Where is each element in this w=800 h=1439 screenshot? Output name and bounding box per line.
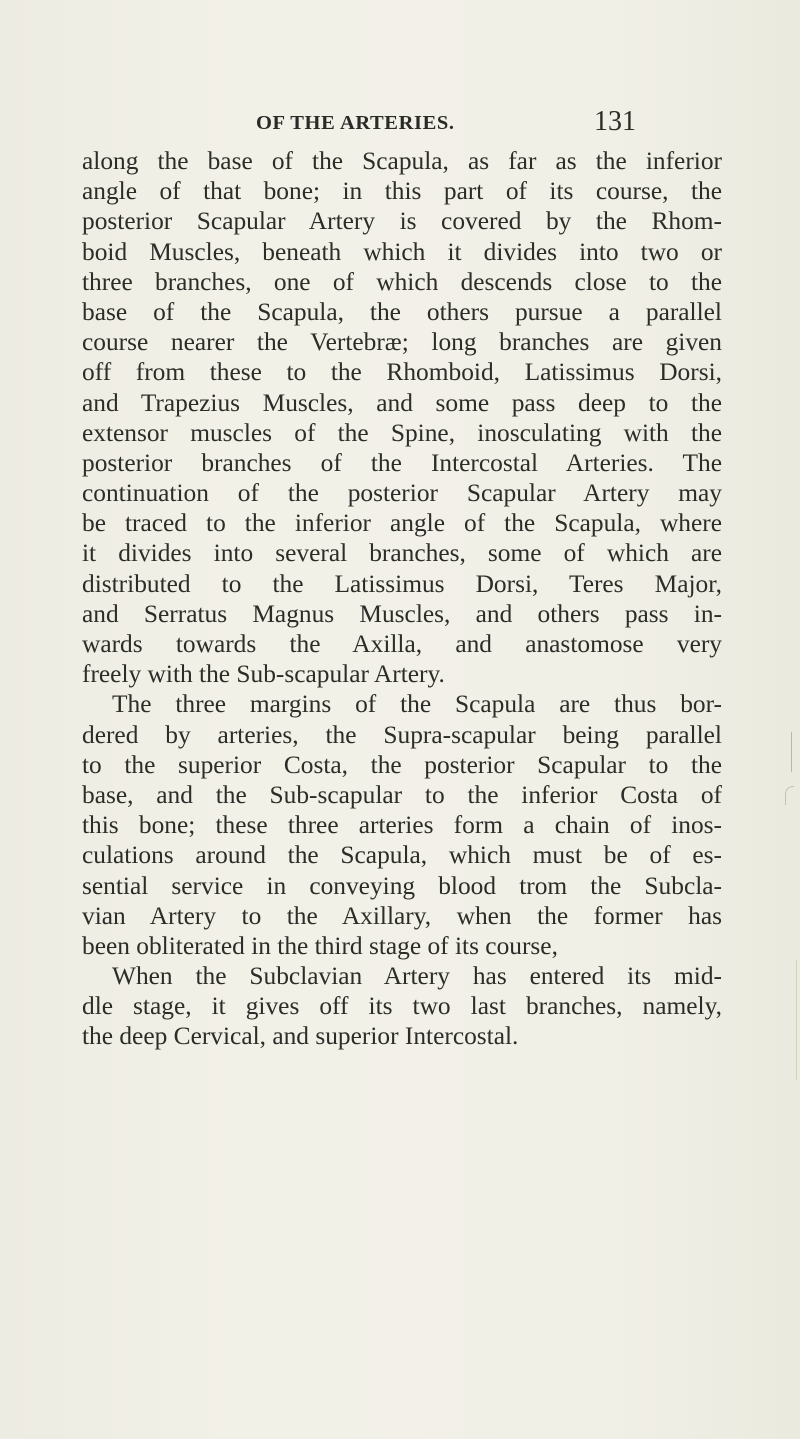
text-line: vian Artery to the Axillary, when the former has [82,901,722,930]
text-line: continuation of the posterior Scapular Artery may [82,479,722,508]
text-line: be traced to the inferior angle of the Scapula, where [82,509,722,538]
page-edge-mark [796,960,797,1080]
text-line: the deep Cervical, and superior Intercostal. [82,1022,519,1051]
text-line: When the Subclavian Artery has entered its mid- [112,962,722,991]
page-edge-curl [785,786,794,805]
page-number: 131 [594,106,636,137]
text-line: extensor muscles of the Spine, inosculating with the [82,418,722,447]
text-line: three branches, one of which descends close to the [82,267,722,296]
text-line: and Trapezius Muscles, and some pass deep to the [82,388,722,417]
text-line: The three margins of the Scapula are thus bor- [112,690,722,719]
text-line: base of the Scapula, the others pursue a parallel [82,297,722,326]
text-line: wards towards the Axilla, and anastomose very [82,630,722,658]
page-edge-mark [791,732,792,772]
text-line: distributed to the Latissimus Dorsi, Teres Major, [82,569,722,598]
text-line: to the superior Costa, the posterior Scapular to the [82,750,722,779]
text-line: and Serratus Magnus Muscles, and others pass in- [82,599,722,628]
text-line: base, and the Sub-scapular to the inferior Costa of [82,780,722,809]
body-text [82,146,722,1052]
text-line: course nearer the Vertebræ; long branches are given [82,328,722,357]
text-line: sential service in conveying blood trom the Subcla- [82,871,722,900]
text-line: off from these to the Rhomboid, Latissimus Dorsi, [82,358,722,387]
text-line: culations around the Scapula, which must be of es- [82,841,722,870]
text-line: along the base of the Scapula, as far as the inferior [82,147,722,175]
text-line: boid Muscles, beneath which it divides into two or [82,237,722,266]
text-line: been obliterated in the third stage of its course, [82,931,558,960]
text-line: posterior Scapular Artery is covered by the Rhom- [82,207,722,236]
text-line: angle of that bone; in this part of its course, the [82,177,722,206]
text-line: freely with the Sub-scapular Artery. [82,660,445,689]
text-line: this bone; these three arteries form a chain of inos- [82,811,722,840]
text-line: dle stage, it gives off its two last branches, namely, [82,992,722,1021]
running-title: OF THE ARTERIES. [256,112,455,134]
text-line: dered by arteries, the Supra-scapular being parallel [82,720,722,749]
text-line: posterior branches of the Intercostal Arteries. The [82,448,722,477]
text-line: it divides into several branches, some of which are [82,539,722,568]
page-header [256,104,636,140]
